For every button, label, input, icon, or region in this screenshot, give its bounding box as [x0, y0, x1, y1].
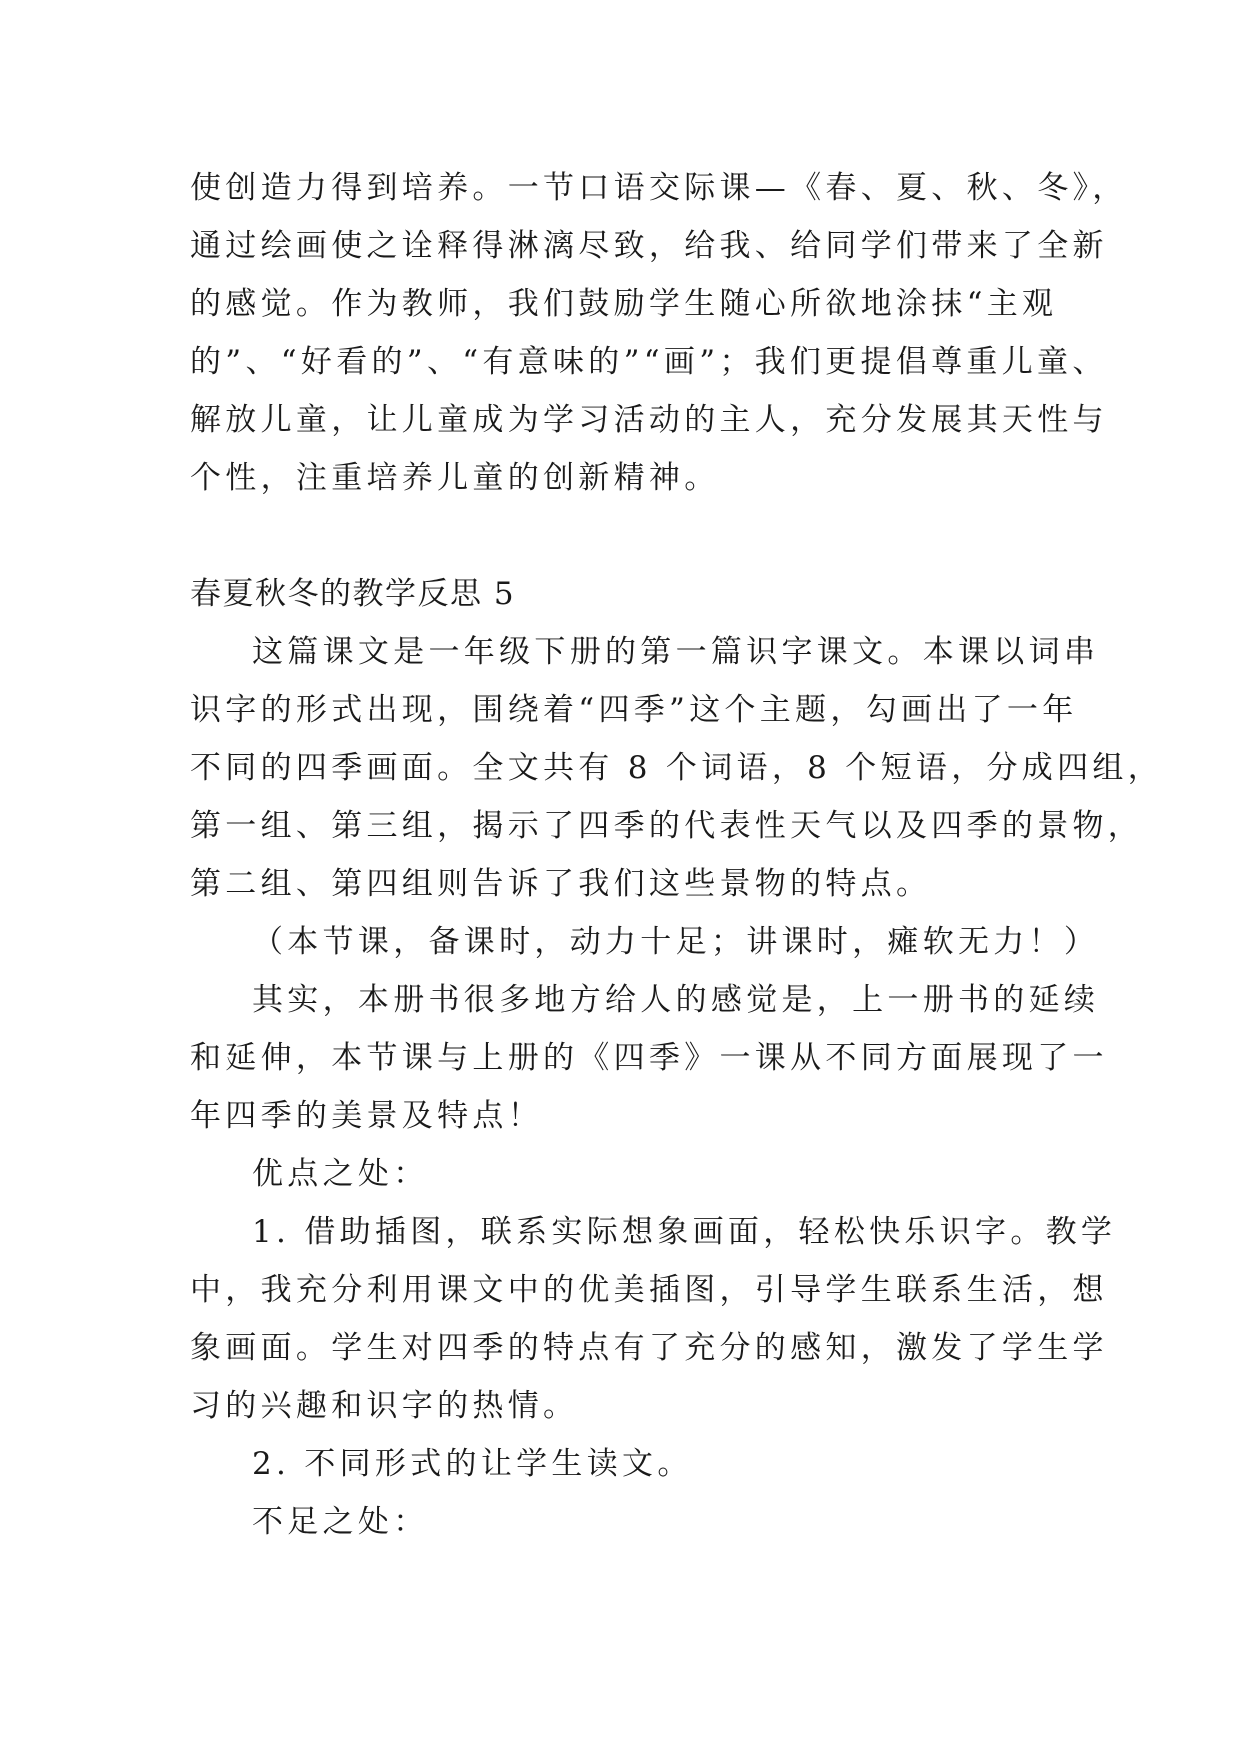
paragraph-line: 习的兴趣和识字的热情。 — [190, 1388, 579, 1424]
paragraph-line: 和延伸，本节课与上册的《四季》一课从不同方面展现了一 — [190, 1040, 1108, 1076]
paragraph-line: 中，我充分利用课文中的优美插图，引导学生联系生活，想 — [190, 1272, 1108, 1308]
paragraph-line: 使创造力得到培养。一节口语交际课—《春、夏、秋、冬》， — [190, 170, 1128, 206]
paragraph-line: 识字的形式出现，围绕着“四季”这个主题，勾画出了一年 — [190, 692, 1078, 728]
paragraph-line: 2. 不同形式的让学生读文。 — [252, 1446, 693, 1482]
paragraph-line: 第二组、第四组则告诉了我们这些景物的特点。 — [190, 866, 932, 902]
paragraph-line: 不同的四季画面。全文共有 8 个词语，8 个短语，分成四组， — [190, 750, 1164, 786]
paragraph-line: 个性，注重培养儿童的创新精神。 — [190, 460, 720, 496]
paragraph-line: 年四季的美景及特点！ — [190, 1098, 543, 1134]
paragraph-line: 优点之处： — [252, 1156, 429, 1192]
paragraph-line: （本节课，备课时，动力十足；讲课时，瘫软无力！） — [252, 924, 1100, 960]
paragraph-line: 其实，本册书很多地方给人的感觉是，上一册书的延续 — [252, 982, 1100, 1018]
paragraph-line: 不足之处： — [252, 1504, 429, 1540]
paragraph-line: 解放儿童，让儿童成为学习活动的主人，充分发展其天性与 — [190, 402, 1108, 438]
paragraph-line: 1. 借助插图，联系实际想象画面，轻松快乐识字。教学 — [252, 1214, 1117, 1250]
paragraph-line: 的”、“好看的”、“有意味的”“画”；我们更提倡尊重儿童、 — [190, 344, 1108, 380]
paragraph-line: 的感觉。作为教师，我们鼓励学生随心所欲地涂抹“主观 — [190, 286, 1058, 322]
paragraph-line: 象画面。学生对四季的特点有了充分的感知，激发了学生学 — [190, 1330, 1108, 1366]
section-heading: 春夏秋冬的教学反思 5 — [190, 576, 516, 612]
paragraph-line: 第一组、第三组，揭示了四季的代表性天气以及四季的景物， — [190, 808, 1144, 844]
paragraph-line: 通过绘画使之诠释得淋漓尽致，给我、给同学们带来了全新 — [190, 228, 1108, 264]
paragraph-line: 这篇课文是一年级下册的第一篇识字课文。本课以词串 — [252, 634, 1100, 670]
